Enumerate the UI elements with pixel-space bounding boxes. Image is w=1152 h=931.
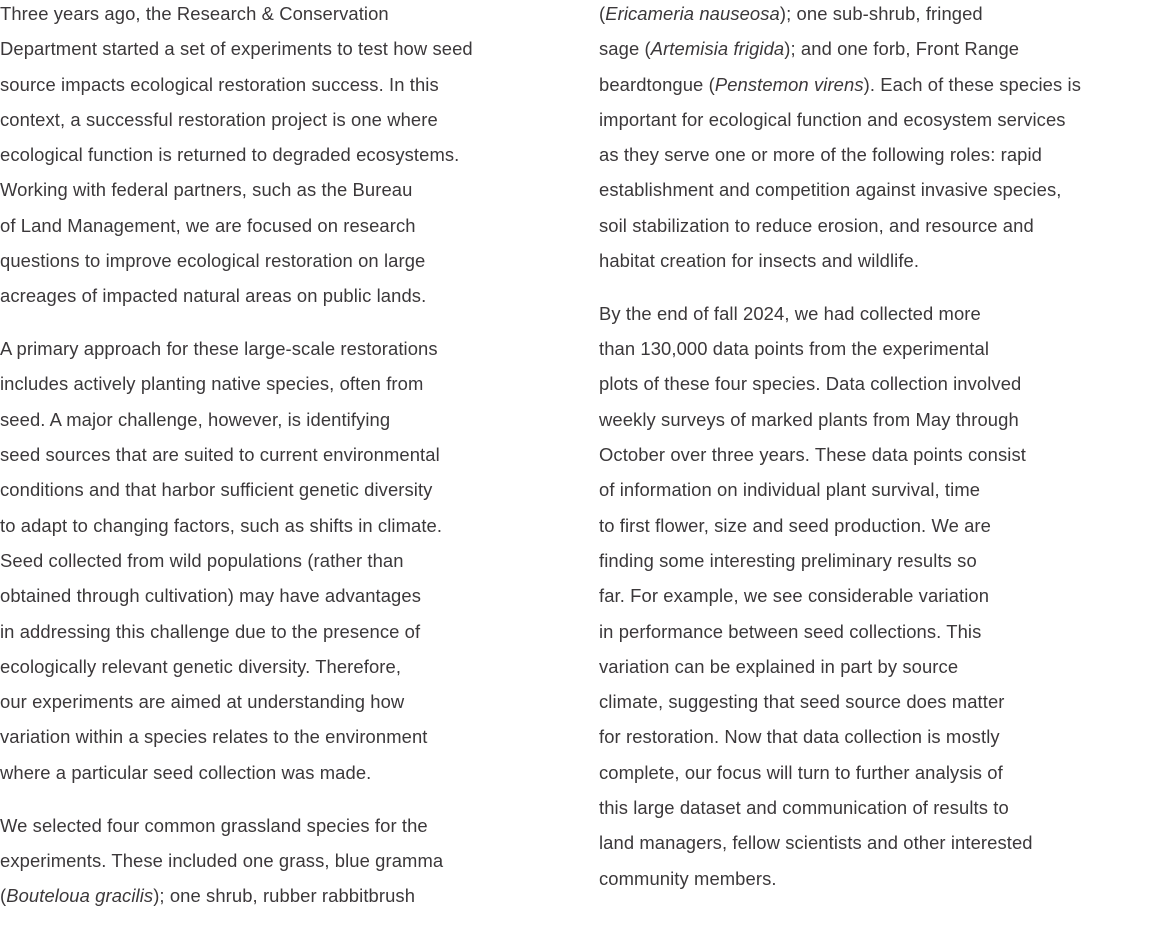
text-line bbox=[599, 684, 1152, 719]
text-line bbox=[599, 508, 1152, 543]
text-line bbox=[0, 649, 560, 684]
scientific-name: Ericameria nauseosa bbox=[605, 3, 780, 24]
paragraph bbox=[599, 296, 1152, 896]
text-line bbox=[0, 755, 560, 790]
paragraph bbox=[0, 331, 560, 790]
text-line bbox=[0, 402, 560, 437]
text-segment: Department started a set of experiments to test how seed bbox=[0, 38, 473, 60]
text-segment: finding some interesting preliminary results so bbox=[599, 549, 977, 571]
text-segment: to first flower, size and seed production. We are bbox=[599, 514, 991, 536]
text-line bbox=[0, 67, 560, 102]
text-segment: of information on individual plant survival, time bbox=[599, 479, 981, 501]
text-segment: source impacts ecological restoration success. In this bbox=[0, 73, 439, 95]
text-segment: ); and one forb, Front Range bbox=[784, 38, 1020, 60]
text-line bbox=[599, 578, 1152, 613]
text-segment: experiments. These included one grass, blue gramma bbox=[0, 849, 444, 871]
text-segment: variation can be explained in part by source bbox=[599, 655, 959, 677]
paragraph bbox=[599, 0, 1152, 278]
left-column bbox=[0, 0, 560, 931]
text-line bbox=[599, 614, 1152, 649]
text-line bbox=[599, 790, 1152, 825]
text-line bbox=[599, 719, 1152, 754]
text-line bbox=[599, 0, 1152, 31]
text-segment: climate, suggesting that seed source does matter bbox=[599, 691, 1005, 713]
text-segment: important for ecological function and ecosystem services bbox=[599, 108, 1066, 130]
text-segment: for restoration. Now that data collection is mostly bbox=[599, 726, 1000, 748]
text-segment: seed sources that are suited to current environmental bbox=[0, 444, 440, 466]
text-line bbox=[0, 172, 560, 207]
right-column bbox=[599, 0, 1152, 913]
text-line bbox=[0, 243, 560, 278]
text-line bbox=[0, 808, 560, 843]
text-segment: acreages of impacted natural areas on public lands. bbox=[0, 285, 427, 307]
text-line bbox=[599, 861, 1152, 896]
text-line bbox=[0, 578, 560, 613]
text-line bbox=[0, 684, 560, 719]
text-line bbox=[0, 437, 560, 472]
text-line bbox=[0, 878, 560, 913]
text-line bbox=[0, 0, 560, 31]
text-line bbox=[0, 543, 560, 578]
text-line bbox=[599, 172, 1152, 207]
text-segment: questions to improve ecological restoration on large bbox=[0, 250, 426, 272]
text-line bbox=[0, 843, 560, 878]
text-segment: context, a successful restoration project is one where bbox=[0, 108, 438, 130]
text-line bbox=[599, 543, 1152, 578]
text-segment: habitat creation for insects and wildlife. bbox=[599, 250, 920, 272]
text-line bbox=[599, 243, 1152, 278]
text-line bbox=[0, 137, 560, 172]
text-segment: community members. bbox=[599, 867, 777, 889]
text-line bbox=[599, 755, 1152, 790]
text-segment: our experiments are aimed at understanding how bbox=[0, 691, 405, 713]
text-segment: ); one sub-shrub, fringed bbox=[779, 3, 983, 24]
scientific-name: Artemisia frigida bbox=[650, 38, 785, 60]
text-segment: ecologically relevant genetic diversity. Therefore, bbox=[0, 655, 402, 677]
text-segment: includes actively planting native species, often from bbox=[0, 373, 424, 395]
text-line bbox=[599, 137, 1152, 172]
text-line bbox=[599, 437, 1152, 472]
text-line bbox=[599, 296, 1152, 331]
text-line bbox=[599, 102, 1152, 137]
text-segment: Three years ago, the Research & Conservation bbox=[0, 3, 389, 24]
text-line bbox=[0, 278, 560, 313]
text-line bbox=[599, 649, 1152, 684]
text-line bbox=[599, 208, 1152, 243]
text-segment: plots of these four species. Data collection involved bbox=[599, 373, 1022, 395]
text-line bbox=[599, 472, 1152, 507]
text-segment: ( bbox=[0, 885, 7, 907]
text-segment: to adapt to changing factors, such as shifts in climate. bbox=[0, 514, 443, 536]
text-line bbox=[0, 508, 560, 543]
text-line bbox=[0, 719, 560, 754]
text-segment: seed. A major challenge, however, is identifying bbox=[0, 408, 391, 430]
text-line bbox=[0, 366, 560, 401]
text-segment: establishment and competition against invasive species, bbox=[599, 179, 1062, 201]
text-segment: variation within a species relates to the environment bbox=[0, 726, 428, 748]
text-line bbox=[0, 331, 560, 366]
text-segment: October over three years. These data points consist bbox=[599, 444, 1026, 466]
text-line bbox=[599, 31, 1152, 66]
text-segment: ( bbox=[599, 3, 606, 24]
text-line bbox=[0, 208, 560, 243]
text-line bbox=[599, 825, 1152, 860]
text-segment: complete, our focus will turn to further analysis of bbox=[599, 761, 1003, 783]
text-segment: as they serve one or more of the following roles: rapid bbox=[599, 144, 1043, 166]
text-segment: land managers, fellow scientists and other interested bbox=[599, 832, 1033, 854]
text-segment: A primary approach for these large-scale restorations bbox=[0, 338, 438, 360]
text-line bbox=[599, 331, 1152, 366]
scientific-name: Penstemon virens bbox=[714, 73, 864, 95]
text-segment: ecological function is returned to degraded ecosystems. bbox=[0, 144, 460, 166]
text-line bbox=[0, 31, 560, 66]
text-segment: obtained through cultivation) may have advantages bbox=[0, 585, 422, 607]
text-line bbox=[599, 366, 1152, 401]
text-segment: beardtongue ( bbox=[599, 73, 715, 95]
text-segment: where a particular seed collection was made. bbox=[0, 761, 372, 783]
text-line bbox=[0, 614, 560, 649]
text-segment: ). Each of these species is bbox=[863, 73, 1081, 95]
text-segment: than 130,000 data points from the experimental bbox=[599, 338, 990, 360]
text-segment: in addressing this challenge due to the presence of bbox=[0, 620, 421, 642]
text-line bbox=[599, 67, 1152, 102]
text-segment: ); one shrub, rubber rabbitbrush bbox=[153, 885, 416, 907]
paragraph bbox=[0, 808, 560, 914]
text-segment: of Land Management, we are focused on research bbox=[0, 214, 416, 236]
text-segment: weekly surveys of marked plants from May through bbox=[599, 408, 1019, 430]
text-segment: We selected four common grassland species for the bbox=[0, 814, 428, 836]
paragraph bbox=[0, 0, 560, 314]
text-line bbox=[599, 402, 1152, 437]
text-segment: soil stabilization to reduce erosion, and resource and bbox=[599, 214, 1034, 236]
text-segment: Seed collected from wild populations (rather than bbox=[0, 549, 404, 571]
text-line bbox=[0, 472, 560, 507]
text-segment: conditions and that harbor sufficient genetic diversity bbox=[0, 479, 433, 501]
text-segment: far. For example, we see considerable variation bbox=[599, 585, 990, 607]
text-segment: in performance between seed collections. This bbox=[599, 620, 982, 642]
text-segment: Working with federal partners, such as the Bureau bbox=[0, 179, 413, 201]
text-segment: By the end of fall 2024, we had collected more bbox=[599, 302, 981, 324]
text-line bbox=[0, 102, 560, 137]
text-segment: sage ( bbox=[599, 38, 651, 60]
text-segment: this large dataset and communication of results to bbox=[599, 797, 1009, 819]
scientific-name: Bouteloua gracilis bbox=[6, 885, 154, 907]
